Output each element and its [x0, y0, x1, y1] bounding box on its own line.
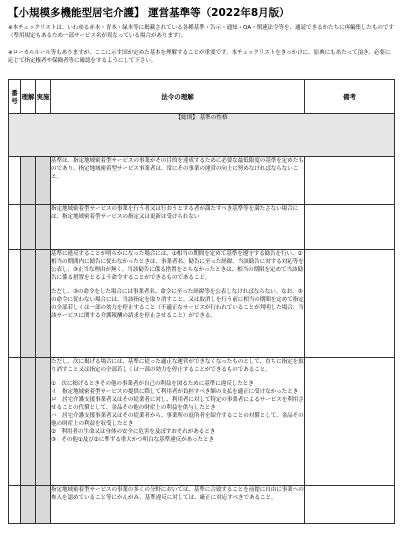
header-remarks: 備考 — [305, 80, 395, 114]
law-text: ただし、次に掲げる場合には、基準に従った適正な運営ができなくなったものとして、直ちに指定を取り消すこと又は指定の全部若しくは一部の効力を停止することができるものであること。 — [51, 359, 304, 373]
section-row — [9, 114, 395, 157]
law-cell — [51, 358, 305, 486]
header-implement: 実施 — [36, 80, 51, 114]
remarks-cell[interactable] — [305, 358, 395, 486]
table-row — [9, 157, 395, 205]
implement-checkbox[interactable] — [36, 157, 51, 205]
implement-checkbox[interactable] — [36, 486, 51, 524]
number-cell — [9, 205, 21, 250]
number-cell — [9, 358, 21, 486]
law-text: 指定地域密着型サービスの事業の多くの分野においては、基準に合致することを前提に自由に事業への参入を認めていること等にかんがみ、基準違反に対しては、厳正に対応すべきであること。 — [51, 487, 304, 501]
page-title: 【小規模多機能型居宅介護】 運営基準等（2022年8月版） — [8, 7, 290, 19]
table-row — [9, 250, 395, 358]
law-cell — [51, 205, 305, 250]
understand-checkbox[interactable] — [21, 205, 36, 250]
header-law: 法令の理解 — [51, 80, 305, 114]
law-text: ① 次に掲げるときその他の事業者が自己の利益を図るために基準に違反したとき イ 指定地域密着型サービスの提供に際して利用者が負担すべき額の支払を適正に受けなかったとき ロ 居宅介護支援事業者又はその従業者に対し、利用者に対して特定の事業者によるサービスを利用させることの代償として、金品その他の財産上の利益を供与したとき ハ 居宅介護支援事業者又はその従業者から、事業所の退所者を紹介することの対償として、金品その他の財産上の利益を収受したとき ② 利用者の生命又は身体の安全に危害を及ぼすおそれがあるとき ③ その他①及び②に準ずる重大かつ明白な基準違反があったとき — [51, 381, 304, 443]
number-cell — [9, 157, 21, 205]
table-header-row — [9, 80, 395, 114]
remarks-cell[interactable] — [305, 157, 395, 205]
header-understand: 理解 — [21, 80, 36, 114]
table-row — [9, 205, 395, 250]
remarks-cell[interactable] — [305, 205, 395, 250]
implement-checkbox[interactable] — [36, 250, 51, 358]
law-text: 基準に違反することが明らかになった場合には、①相当の期間を定めて基準を遵守する勧告を行い、②相当の期間内に勧告に従わなかったときは、事業者名、勧告に至った経緯、当該勧告に対する対応等を公表し、③正当な理由が無く、当該勧告に係る措置をとらなかったときは、相当の期限を定めて当該勧告に係る措置をとるよう命令することができるものであること。 — [51, 251, 304, 281]
law-cell — [51, 157, 305, 205]
remarks-cell[interactable] — [305, 486, 395, 524]
law-text: ただし、③の命令をした場合には事業者名、命令に至った経緯等を公表しなければならない。なお、③の命令に従わない場合には、当該指定を取り消すこと、又は取消しを行う前に相当の期間を定めて指定の全部若しくは一部の効力を停止すること（不適正なサービスが行われていることが判明した場合、当該サービスに関する介護報酬の請求を停止させること）ができる。 — [51, 289, 304, 319]
understand-checkbox[interactable] — [21, 157, 36, 205]
table-row — [9, 486, 395, 524]
table-row — [9, 358, 395, 486]
law-cell — [51, 486, 305, 524]
section-title: 【総則】 基準の性格 — [9, 114, 395, 157]
implement-checkbox[interactable] — [36, 205, 51, 250]
header-no: 番号 — [9, 80, 21, 114]
law-cell — [51, 250, 305, 358]
number-cell — [9, 486, 21, 524]
remarks-cell[interactable] — [305, 250, 395, 358]
understand-checkbox[interactable] — [21, 486, 36, 524]
implement-checkbox[interactable] — [36, 358, 51, 486]
law-text: 基準は、指定地域密着型サービスの事業がその目的を達成するために必要な最低限度の基準を定めたものであり、指定地域密着型サービス事業者は、常にその事業の運営の向上に努めなければならないこと。 — [51, 158, 304, 180]
understand-checkbox[interactable] — [21, 250, 36, 358]
number-cell — [9, 250, 21, 358]
understand-checkbox[interactable] — [21, 358, 36, 486]
law-text: 指定地域密着型サービスの事業を行う者又は行おうとする者が満たすべき基準等を満たさない場合には、指定地域密着型サービスの指定又は更新は受けられない — [51, 206, 299, 220]
checklist-table — [8, 79, 395, 524]
note-text-2: ※ローカルルール等もありますが、ここに示す国が定めた基本を理解することが重要です。本チェックリストをきっかけに、原典にもあたって頂き、必要に応じて指定権者や保険者等に確認をするようにして下さい。 — [8, 50, 391, 64]
note-text-1: ※本チェックリストは、いわゆる赤本・青本・緑本等に掲載されている各種基準・告示・通知・QA・関連法令等を、通読できるかたちに再編集したものです（準用規定もあるため一部サービス名が異なっている場合があります）。 — [8, 25, 394, 39]
